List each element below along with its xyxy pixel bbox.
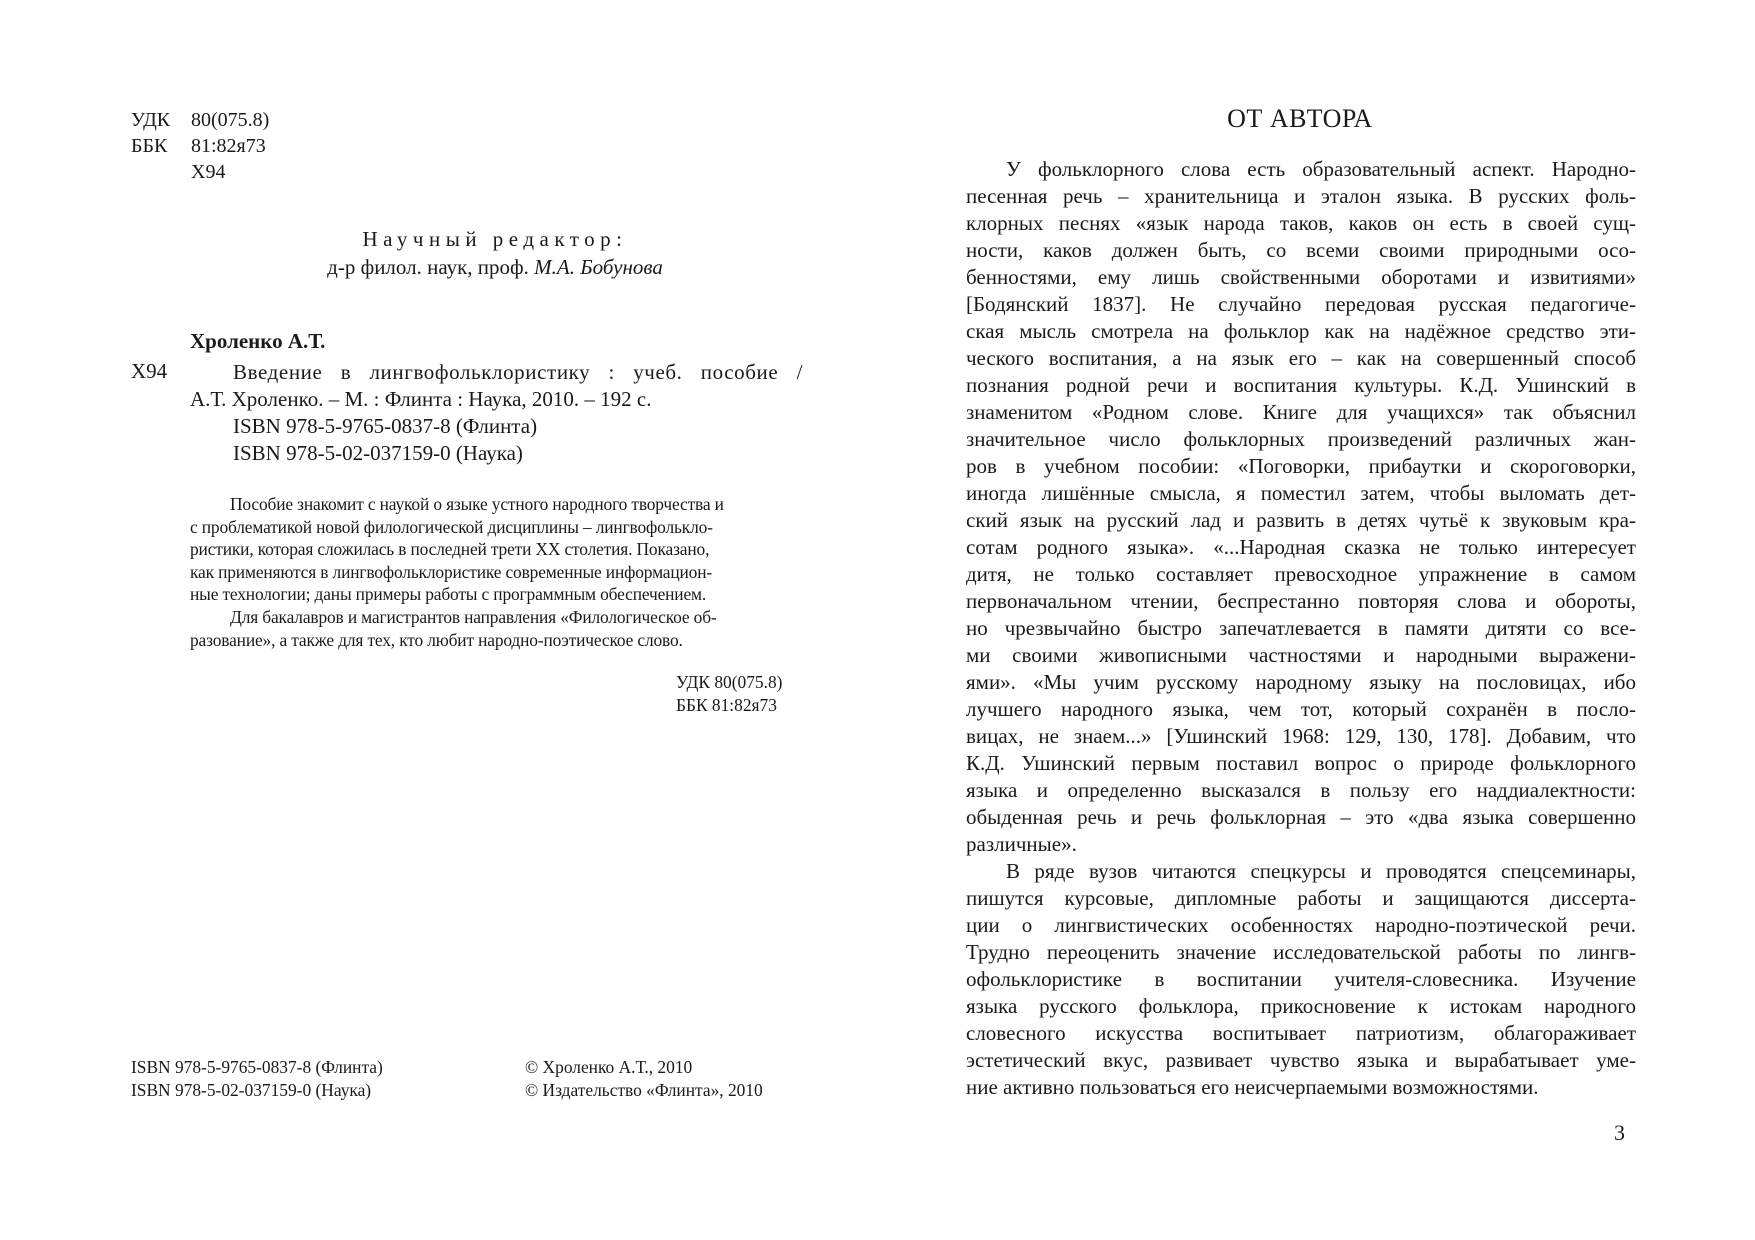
text-line: вицах, не знаем...» [Ушинский 1968: 129, 130, 178]. Добавим, что (966, 724, 1636, 748)
udk-row (131, 107, 269, 133)
text-line: ями». «Мы учим русскому народному языку на пословицах, ибо (966, 670, 1636, 694)
text-line: словесного искусства воспитывает патриотизм, облагораживает (966, 1021, 1636, 1045)
bib-word: Введение (233, 360, 323, 384)
text-line: дитя, не только составляет превосходное упражнение в самом (966, 562, 1636, 586)
footer-copyright (525, 1056, 763, 1101)
annotation-line: разование», а также для тех, кто любит народно-поэтическое слово. (190, 629, 683, 650)
editor-line (190, 253, 800, 281)
bbk-label: ББК (131, 135, 168, 157)
page-number: 3 (1614, 1120, 1625, 1145)
udk-value: 80(075.8) (191, 109, 270, 131)
bib-title-line (131, 359, 803, 386)
text-line: ности, каков должен быть, со всеми своими природными осо- (966, 238, 1636, 262)
annotation-line: как применяются в лингвофольклористике современные информацион- (190, 561, 713, 582)
text-line: сотам родного языка». «...Народная сказка не только интересует (966, 535, 1636, 559)
text-line: В ряде вузов читаются спецкурсы и проводятся спецсеминары, (1006, 859, 1636, 883)
bib-imprint-line: А.Т. Хроленко. – М. : Флинта : Наука, 2010. – 192 с. (190, 387, 652, 411)
text-line: ции о лингвистических особенностях народно-поэтической речи. (966, 913, 1636, 937)
text-line: пишутся курсовые, дипломные работы и защищаются диссерта- (966, 886, 1636, 910)
text-line: обыденная речь и речь фольклорная – это «два языка совершенно (966, 805, 1636, 829)
bib-word: : (608, 360, 615, 384)
copyright-publisher: © Издательство «Флинта», 2010 (525, 1079, 763, 1100)
bib-word: пособие (700, 360, 779, 384)
text-line: ская мысль смотрела на фольклор как на надёжное средство эти- (966, 319, 1636, 343)
annotation-line: с проблематикой новой филологической дисциплины – лингвофолькло- (190, 516, 713, 537)
text-line: У фольклорного слова есть образовательный аспект. Народно- (1006, 157, 1636, 181)
text-line: ский язык на русский лад и развить в детях чутьё к звуковым кра- (966, 508, 1636, 532)
bib-author: Хроленко А.Т. (190, 329, 326, 353)
text-line: иногда лишённые смысла, я поместил затем, чтобы выломать дет- (966, 481, 1636, 505)
page-title: ОТ АВТОРА (1227, 104, 1373, 133)
editor-credentials: д-р филол. наук, проф. (327, 255, 529, 279)
text-line: познания родной речи и воспитания культуры. К.Д. Ушинский в (966, 373, 1636, 397)
bib-word: лингвофольклористику (369, 360, 591, 384)
author-sign-label (131, 159, 191, 185)
text-line: языка русского фольклора, прикосновение к истокам народного (966, 994, 1636, 1018)
text-line: клорных песнях «язык народа таков, каков он есть в своей сущ- (966, 211, 1636, 235)
footer-isbn-flinta: ISBN 978-5-9765-0837-8 (Флинта) (131, 1057, 383, 1077)
annotation-line: ристики, которая сложилась в последней трети XX столетия. Показано, (190, 539, 710, 560)
bbk-row (131, 133, 269, 159)
text-line: бенностями, ему лишь свойственными оборотами и извитиями» (966, 265, 1636, 289)
text-line: но чрезвычайно быстро запечатлевается в памяти дитяти со все- (966, 616, 1636, 640)
annotation-udk: УДК 80(075.8) (676, 672, 783, 692)
annotation-codes (676, 671, 782, 716)
text-line: языка и определенно высказался в пользу его наддиалектности: (966, 778, 1636, 802)
text-line: лучшего народного языка, чем тот, который сохранён в посло- (966, 697, 1636, 721)
annotation-bbk: ББК 81:82я73 (676, 694, 777, 715)
paragraph-2 (966, 858, 1636, 1101)
text-line: эстетический вкус, развивает чувство языка и вырабатывает уме- (966, 1048, 1636, 1072)
bib-word: / (796, 360, 803, 384)
annotation-line: Пособие знакомит с наукой о языке устного народного творчества и (230, 494, 724, 514)
bibliographic-record (131, 359, 803, 467)
udk-label: УДК (131, 109, 171, 131)
author-sign-value: Х94 (191, 161, 226, 183)
author-foreword (966, 156, 1636, 1101)
text-line: Трудно переоценить значение исследовательской работы по лингв- (966, 940, 1636, 964)
bbk-value: 81:82я73 (191, 135, 266, 157)
editor-title: Научный редактор: (362, 227, 628, 251)
text-line: песенная речь – хранительница и эталон языка. В русских фоль- (966, 184, 1636, 208)
text-line: [Бодянский 1837]. Не случайно передовая русская педагогиче- (966, 292, 1636, 316)
text-line: ров в учебном пособии: «Поговорки, прибаутки и скороговорки, (966, 454, 1636, 478)
text-line: ческого воспитания, а на язык его – как на совершенный способ (966, 346, 1636, 370)
text-line: ние активно пользоваться его неисчерпаемыми возможностями. (966, 1075, 1539, 1099)
text-line: К.Д. Ушинский первым поставил вопрос о природе фольклорного (966, 751, 1636, 775)
text-line: ми своими живописными частностями и народными выражени- (966, 643, 1636, 667)
classification-codes (131, 107, 269, 185)
bib-isbn-nauka: ISBN 978-5-02-037159-0 (Наука) (233, 441, 523, 465)
text-line: различные». (966, 832, 1077, 856)
text-line: офольклористике в воспитании учителя-словесника. Изучение (966, 967, 1636, 991)
text-line: знаменитом «Родном слове. Книге для учащихся» так объяснил (966, 400, 1636, 424)
bib-word: в (340, 360, 352, 384)
bib-author-sign: Х94 (131, 359, 168, 383)
scientific-editor (190, 225, 800, 281)
text-line: первоначальном чтении, беспрестанно повторяя слова и обороты, (966, 589, 1636, 613)
editor-name: М.А. Бобунова (534, 255, 663, 279)
annotation (190, 493, 801, 651)
footer-isbn (131, 1056, 383, 1101)
bib-word: учеб. (633, 360, 683, 384)
annotation-line: Для бакалавров и магистрантов направления «Филологическое об- (230, 606, 717, 627)
paragraph-1 (966, 156, 1636, 858)
footer-isbn-nauka: ISBN 978-5-02-037159-0 (Наука) (131, 1079, 372, 1100)
text-line: значительное число фольклорных произведений различных жан- (966, 427, 1636, 451)
bib-isbn-flinta: ISBN 978-5-9765-0837-8 (Флинта) (233, 414, 538, 438)
annotation-line: ные технологии; даны примеры работы с программным обеспечением. (190, 584, 707, 605)
author-sign-row (131, 159, 269, 185)
copyright-author: © Хроленко А.Т., 2010 (525, 1057, 693, 1077)
